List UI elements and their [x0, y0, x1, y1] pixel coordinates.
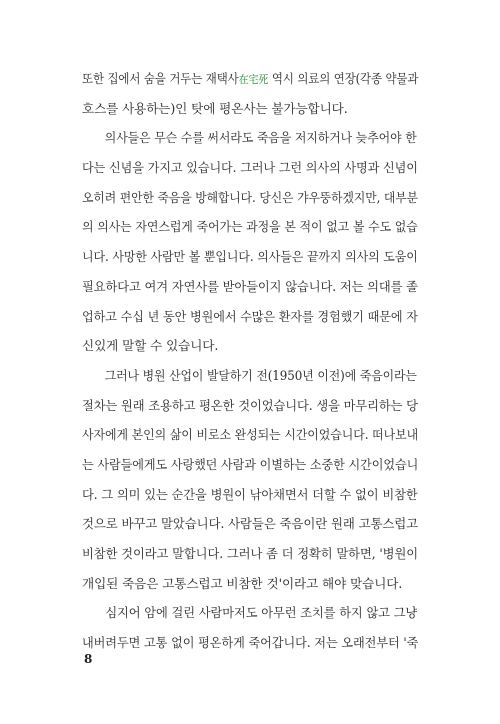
text-segment: 또한 집에서 숨을 거두는 재택사 [82, 71, 239, 86]
text-line: 다는 신념을 가지고 있습니다. 그러나 그런 의사의 사명과 신념이 [82, 160, 418, 176]
page-number: 8 [84, 652, 93, 666]
text-line: 심지어 암에 걸린 사람마저도 아무런 조치를 하지 않고 그냥 [105, 605, 418, 621]
text-line: 비참한 것이라고 말합니다. 그러나 좀 더 정확히 말하면, '병원이 [82, 546, 419, 561]
text-line: 다. 그 의미 있는 순간을 병원이 낚아채면서 더할 수 없이 비참한 [82, 486, 418, 502]
text-line: 니다. 사망한 사람만 볼 뿐입니다. 의사들은 끝까지 의사의 도움이 [82, 249, 418, 265]
text-line: 그러나 병원 산업이 발달하기 전(1950년 이전)에 죽음이라는 [104, 367, 417, 383]
text-line: 의 의사는 자연스럽게 죽어가는 과정을 본 적이 없고 볼 수도 없습 [82, 219, 418, 235]
text-line: 사자에게 본인의 삶이 비로소 완성되는 시간이었습니다. 떠나보내 [82, 427, 419, 443]
text-line: 신있게 말할 수 있습니다. [82, 338, 219, 354]
hanja-annotation: 在宅死 [238, 73, 269, 86]
text-line: 호스를 사용하는)인 탓에 평온사는 불가능합니다. [82, 100, 348, 116]
text-line [82, 64, 419, 94]
text-line: 필요하다고 여겨 자연사를 받아들이지 않습니다. 저는 의대를 졸 [82, 278, 418, 294]
text-line: 업하고 수십 년 동안 병원에서 수많은 환자를 경험했기 때문에 자 [82, 308, 418, 324]
text-segment: 역시 의료의 연장(각종 약물과 [268, 71, 419, 86]
text-line: 는 사람들에게도 사랑했던 사람과 이별하는 소중한 시간이었습니 [82, 456, 419, 472]
text-line: 개입된 죽음은 고통스럽고 비참한 것'이라고 해야 맞습니다. [82, 575, 403, 591]
text-line: 오히려 편안한 죽음을 방해합니다. 당신은 갸우뚱하겠지만, 대부분 [82, 189, 419, 205]
body-text [82, 64, 418, 658]
text-line: 절차는 원래 조용하고 평온한 것이었습니다. 생을 마무리하는 당 [82, 397, 418, 413]
text-line: 의사들은 무슨 수를 써서라도 죽음을 저지하거나 늦추어야 한 [104, 130, 417, 146]
text-line: 것으로 바꾸고 말았습니다. 사람들은 죽음이란 원래 고통스럽고 [82, 516, 419, 532]
text-line: 내버려두면 고통 없이 평온하게 죽어갑니다. 저는 오래전부터 '죽 [82, 635, 419, 651]
